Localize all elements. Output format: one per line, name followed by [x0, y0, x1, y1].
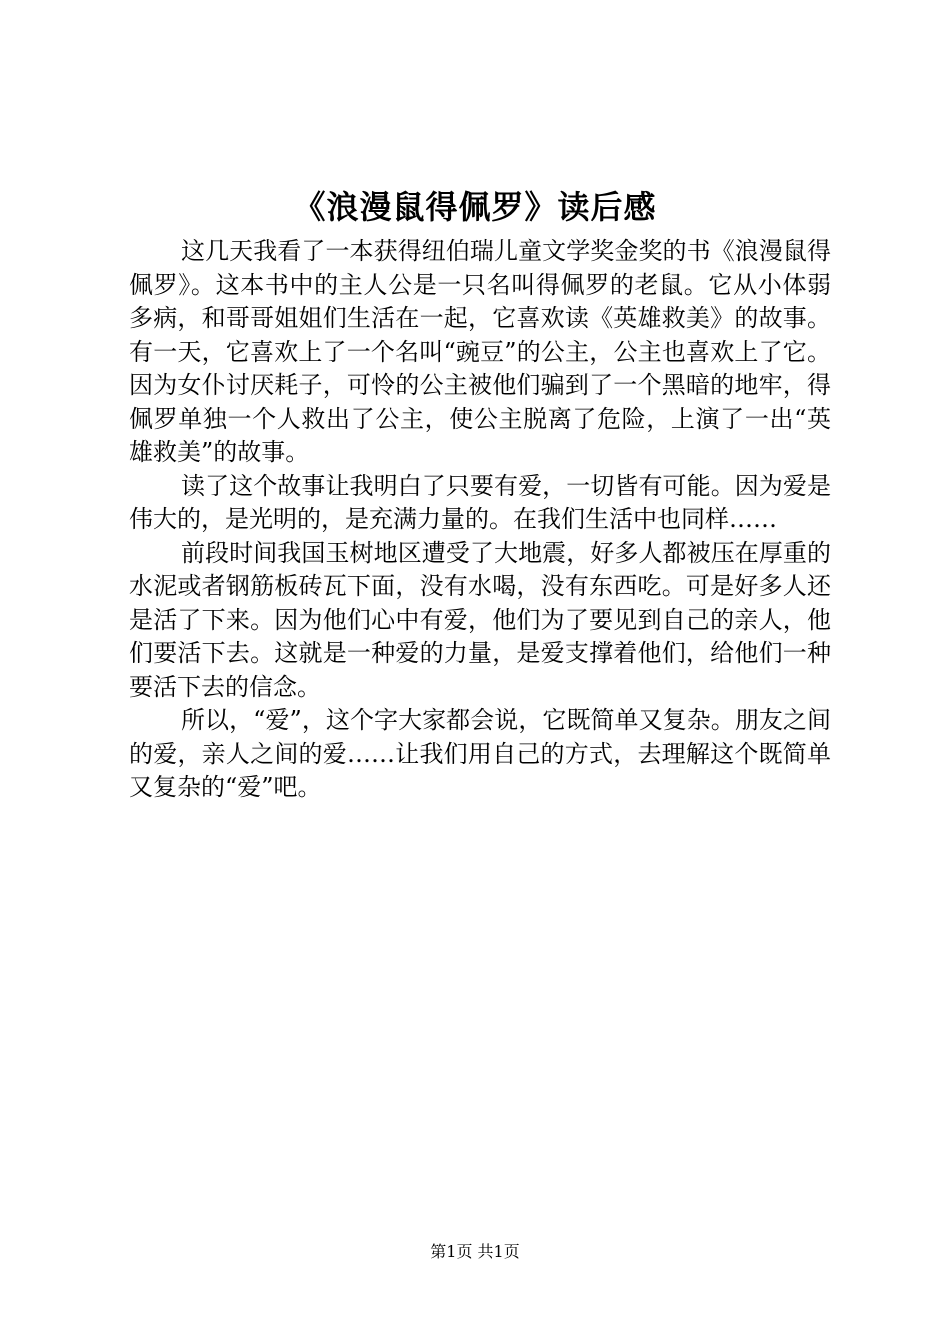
paragraph-4: 所以，“爱”，这个字大家都会说，它既简单又复杂。朋友之间的爱，亲人之间的爱……让我们用自己的方式，去理解这个既简单又复杂的“爱”吧。: [129, 706, 831, 801]
page-footer: 第1页 共1页: [430, 1242, 520, 1261]
paragraph-2: 读了这个故事让我明白了只要有爱，一切皆有可能。因为爱是伟大的，是光明的，是充满力量的。在我们生活中也同样……: [129, 471, 831, 533]
paragraph-1: 这几天我看了一本获得纽伯瑞儿童文学奖金奖的书《浪漫鼠得佩罗》。这本书中的主人公是一只名叫得佩罗的老鼠。它从小体弱多病，和哥哥姐姐们生活在一起，它喜欢读《英雄救美》的故事。有一天，它喜欢上了一个名叫“豌豆”的公主，公主也喜欢上了它。因为女仆讨厌耗子，可怜的公主被他们骗到了一个黑暗的地牢，得佩罗单独一个人救出了公主，使公主脱离了危险，上演了一出“英雄救美”的故事。: [129, 237, 831, 466]
document-body: [129, 235, 831, 805]
paragraph-3: 前段时间我国玉树地区遭受了大地震，好多人都被压在厚重的水泥或者钢筋板砖瓦下面，没有水喝，没有东西吃。可是好多人还是活了下来。因为他们心中有爱，他们为了要见到自己的亲人，他们要活下去。这就是一种爱的力量，是爱支撑着他们，给他们一种要活下去的信念。: [129, 538, 831, 701]
document-title: 《浪漫鼠得佩罗》读后感: [293, 188, 657, 226]
